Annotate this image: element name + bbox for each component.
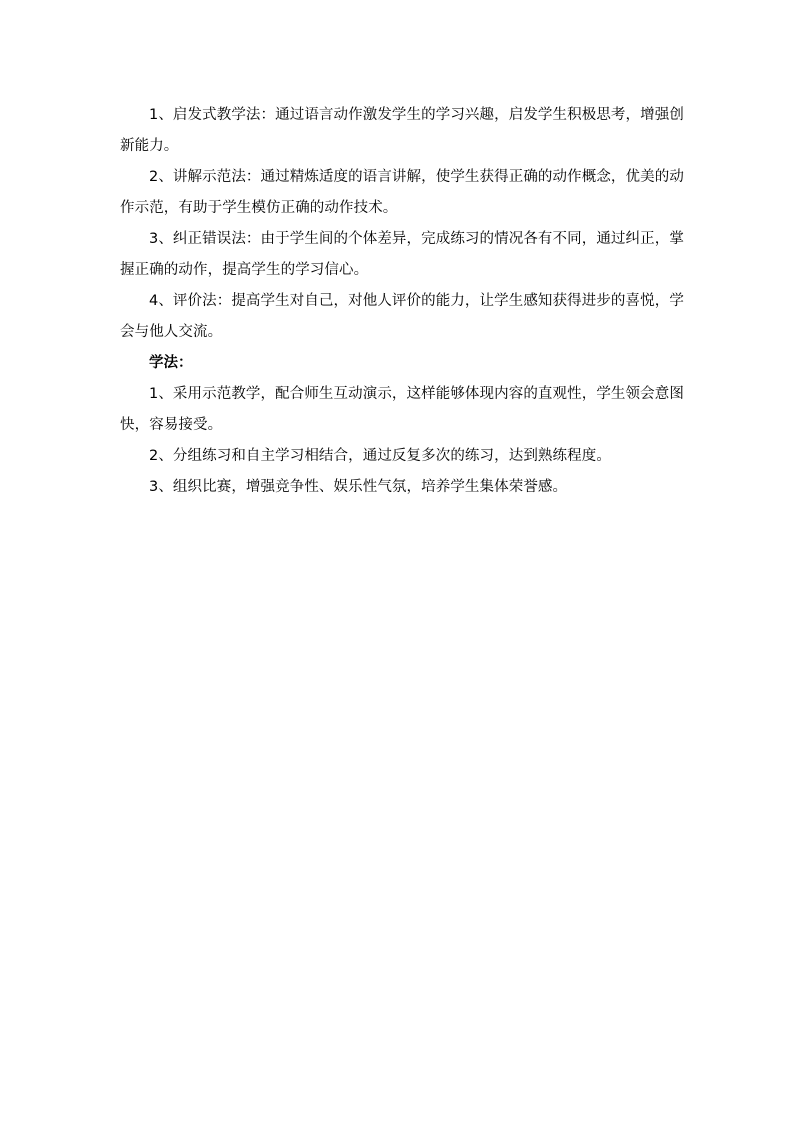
teaching-method-item: 3、纠正错误法：由于学生间的个体差异，完成练习的情况各有不同，通过纠正，掌握正确的动作，提高学生的学习信心。 bbox=[120, 231, 684, 278]
learning-method-item: 1、采用示范教学，配合师生互动演示，这样能够体现内容的直观性，学生领会意图快，容易接受。 bbox=[120, 386, 684, 433]
learning-methods-heading: 学法： bbox=[149, 355, 193, 371]
teaching-method-item: 1、启发式教学法：通过语言动作激发学生的学习兴趣，启发学生积极思考，增强创新能力。 bbox=[120, 107, 684, 154]
teaching-method-item: 4、评价法：提高学生对自己，对他人评价的能力，让学生感知获得进步的喜悦，学会与他人交流。 bbox=[120, 293, 684, 340]
teaching-method-item: 2、讲解示范法：通过精炼适度的语言讲解，使学生获得正确的动作概念，优美的动作示范，有助于学生模仿正确的动作技术。 bbox=[120, 169, 684, 216]
learning-method-item: 2、分组练习和自主学习相结合，通过反复多次的练习，达到熟练程度。 bbox=[149, 448, 611, 464]
document-body bbox=[120, 100, 685, 503]
learning-method-item: 3、组织比赛，增强竞争性、娱乐性气氛，培养学生集体荣誉感。 bbox=[149, 479, 568, 495]
